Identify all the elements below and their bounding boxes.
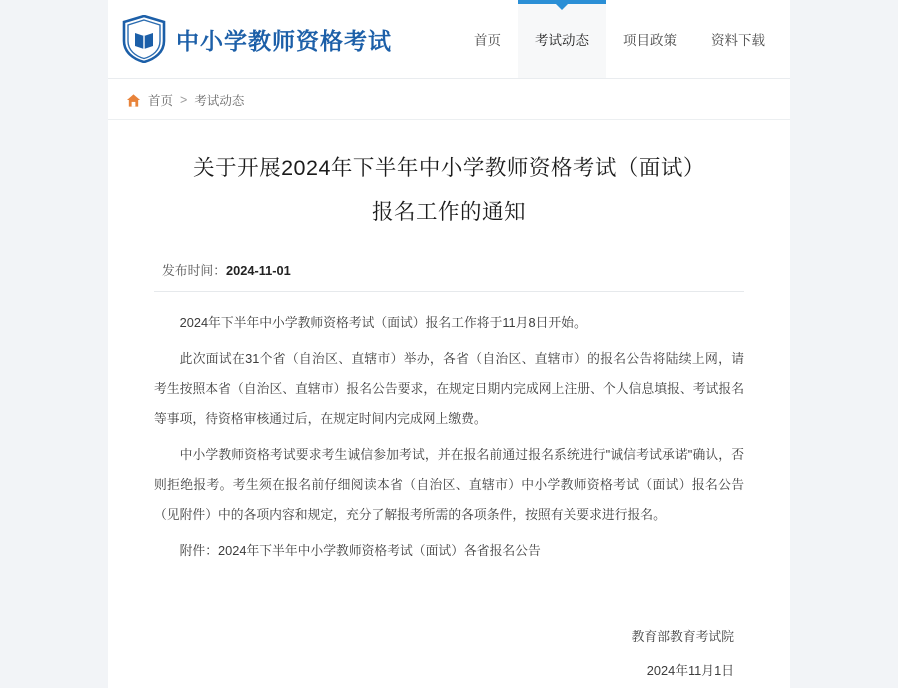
page-title: [154, 146, 744, 234]
article-paragraph: 2024年下半年中小学教师资格考试（面试）报名工作将于11月8日开始。: [179, 315, 587, 330]
article-paragraph: 此次面试在31个省（自治区、直辖市）举办，各省（自治区、直辖市）的报名公告将陆续上网，请考生按照本省（自治区、直辖市）报名公告要求，在规定日期内完成网上注册、个人信息填报、考试报名等事项，待资格审核通过后，在规定时间内完成网上缴费。: [154, 351, 744, 426]
nav-item-downloads[interactable]: 资料下载: [711, 33, 765, 48]
breadcrumb: [108, 79, 790, 120]
breadcrumb-current: 考试动态: [194, 94, 245, 108]
breadcrumb-home-link[interactable]: 首页: [148, 94, 174, 108]
content-sheet: [108, 0, 790, 688]
page-title-line-2: 报名工作的通知: [371, 200, 526, 224]
article-signature: [154, 620, 744, 688]
home-icon: [126, 93, 141, 108]
site-header: [108, 0, 790, 79]
page-title-line-1: 关于开展2024年下半年中小学教师资格考试（面试）: [193, 156, 705, 180]
signature-date: 2024年11月1日: [646, 663, 734, 678]
article-paragraph: 中小学教师资格考试要求考生诚信参加考试，并在报名前通过报名系统进行"诚信考试承诺"确认，否则拒绝报考。考生须在报名前仔细阅读本省（自治区、直辖市）中小学教师资格考试（面试）报名公告（见附件）中的各项内容和规定，充分了解报考所需的各项条件，按照有关要求进行报名。: [154, 447, 744, 522]
publish-date: 2024-11-01: [225, 263, 291, 278]
brand-title: 中小学教师资格考试: [176, 27, 392, 54]
site-brand[interactable]: [108, 15, 392, 63]
article-attachment-paragraph: 附件：2024年下半年中小学教师资格考试（面试）各省报名公告: [179, 543, 541, 558]
publish-label: 发布时间：: [162, 263, 226, 278]
shield-book-emblem-icon: [122, 15, 166, 63]
breadcrumb-separator: >: [180, 93, 188, 107]
publish-meta: [154, 260, 744, 292]
nav-item-home[interactable]: 首页: [474, 33, 501, 48]
article: [108, 120, 790, 688]
nav-item-policy[interactable]: 项目政策: [623, 33, 677, 48]
nav-item-exam-news[interactable]: 考试动态: [518, 0, 606, 78]
signature-organization: 教育部教育考试院: [631, 629, 734, 644]
article-body: [154, 292, 744, 566]
main-nav: [457, 0, 782, 78]
